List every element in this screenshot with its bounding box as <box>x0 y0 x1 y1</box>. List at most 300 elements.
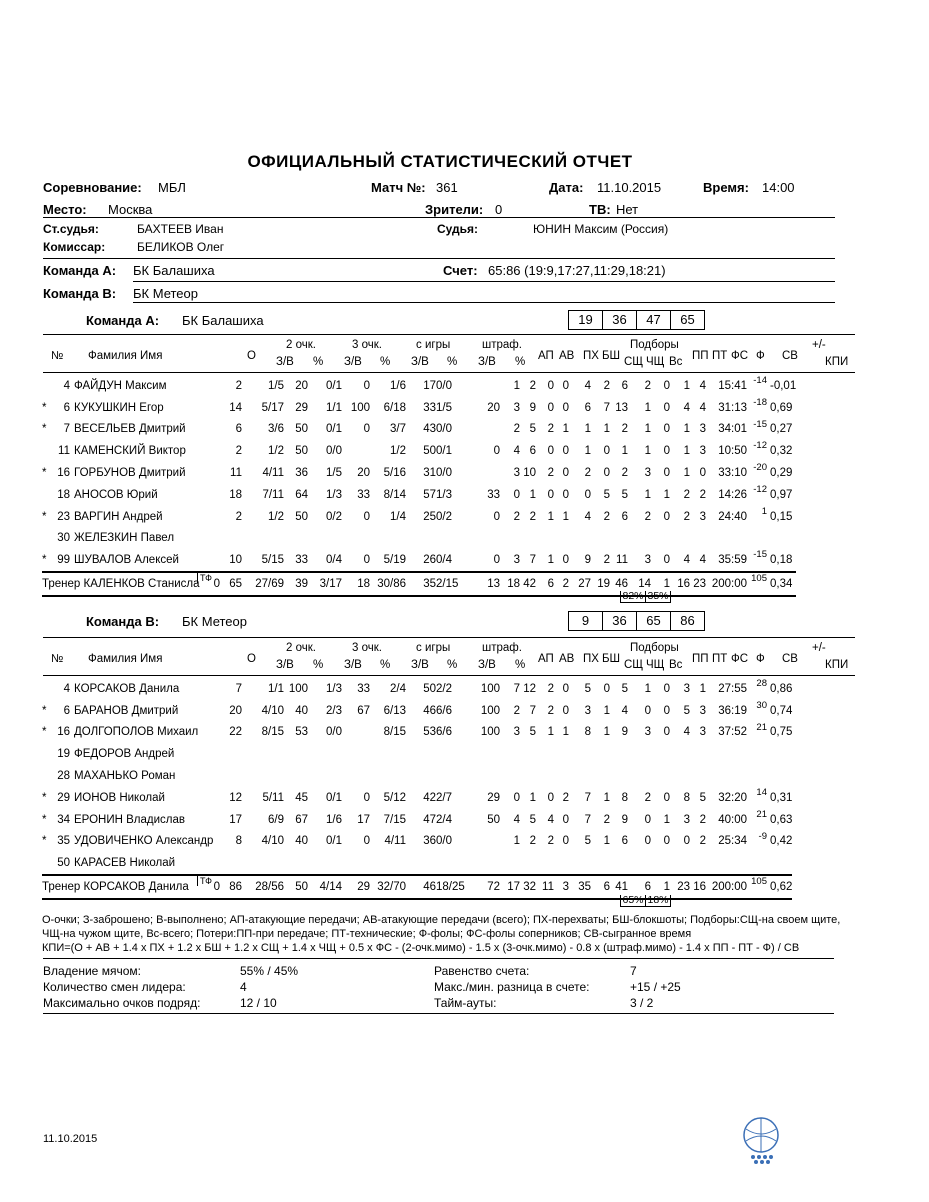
stat-cell-kpi <box>767 765 792 787</box>
total-cell-fs: 23 <box>677 881 690 894</box>
stat-cell-sshch: 2 <box>584 467 591 480</box>
stat-cell-fgp: 47 <box>423 813 436 826</box>
stat-cell-pp: 3 <box>644 726 651 739</box>
stat-cell-ft <box>436 852 466 875</box>
stat-cell-p2p: 33 <box>295 554 308 567</box>
stat-cell-p3p: 67 <box>357 704 370 717</box>
stat-cell-ft: 2/2 <box>436 682 452 695</box>
stat-cell-no: 16 <box>57 467 70 480</box>
stat-cell-p3: 1/3 <box>326 488 342 501</box>
stat-cell-sv: 34:01 <box>718 423 747 436</box>
column-header: % <box>447 659 458 671</box>
stat-cell-ap: 2 <box>513 510 520 523</box>
stat-cell-p3p: 33 <box>357 488 370 501</box>
stat-cell-fs: 4 <box>683 726 690 739</box>
stat-cell-ftp <box>466 765 500 787</box>
stat-cell-vs: 11 <box>616 554 628 567</box>
stat-cell-fgp: 50 <box>423 682 436 695</box>
stat-cell-ftp: 100 <box>480 726 500 739</box>
stat-cell-fg: 5/12 <box>383 791 406 804</box>
total-cell-vs: 41 <box>615 881 628 894</box>
stat-cell-p2p: 53 <box>295 726 308 739</box>
ties-value: 7 <box>630 964 637 978</box>
player-row <box>42 440 796 462</box>
stat-cell-vs: 6 <box>621 835 628 848</box>
stat-cell-kpi: 0,31 <box>770 791 793 804</box>
stat-cell-av <box>520 765 536 787</box>
max-run-label: Максимально очков подряд: <box>43 996 201 1010</box>
technical-foul-label: ТФ <box>197 573 212 583</box>
column-header: штраф. <box>482 642 522 654</box>
stat-cell-p3p: 33 <box>357 682 370 695</box>
stat-cell-ft: 1/3 <box>436 488 452 501</box>
stat-cell-av <box>520 743 536 765</box>
total-cell-fs: 16 <box>677 578 690 591</box>
column-header: АП <box>538 653 554 665</box>
stat-cell-vs: 6 <box>621 510 628 523</box>
stat-cell-av: 6 <box>529 445 536 458</box>
total-cell-av: 32 <box>523 881 536 894</box>
stat-cell-fs <box>670 528 690 550</box>
stat-cell-p2p: 50 <box>295 510 308 523</box>
stat-cell-av: 7 <box>529 554 536 567</box>
stat-cell-px: 2 <box>547 835 554 848</box>
stat-cell-sv <box>706 528 747 550</box>
stat-cell-pp: 1 <box>644 445 651 458</box>
team-b-info-label: Команда В: <box>43 286 117 301</box>
coach-cell <box>42 572 218 596</box>
coach-cell <box>42 875 218 899</box>
stat-cell-o: 11 <box>230 467 242 480</box>
total-cell-pt: 1 <box>663 881 670 894</box>
player-row <box>42 528 796 550</box>
stat-cell-vs: 9 <box>621 813 628 826</box>
stat-cell-ftp <box>466 852 500 875</box>
column-header: З/В <box>276 659 294 671</box>
column-header: КПИ <box>825 356 849 368</box>
total-cell-p2p: 39 <box>295 578 308 591</box>
stat-cell-bsh: 0 <box>562 554 569 567</box>
total-cell-px: 6 <box>547 578 554 591</box>
stat-cell-p2p: 45 <box>295 791 308 804</box>
stat-cell-kpi: 0,97 <box>770 488 793 501</box>
total-cell-pp: 14 <box>638 578 651 591</box>
column-header: Фамилия Имя <box>88 350 163 362</box>
stat-cell-o <box>218 852 242 875</box>
max-diff-value: +15 / +25 <box>630 980 681 994</box>
stat-cell-fs <box>670 852 690 875</box>
team-b-info-name: БК Метеор <box>133 286 198 301</box>
stat-cell-fgp: 26 <box>423 554 436 567</box>
stat-cell-bsh <box>554 528 569 550</box>
stat-cell-p2 <box>242 852 284 875</box>
stat-cell-no: 6 <box>63 401 70 414</box>
stat-cell-p2: 1/5 <box>268 379 284 392</box>
report-title: ОФИЦИАЛЬНЫЙ СТАТИСТИЧЕСКИЙ ОТЧЕТ <box>247 152 633 171</box>
stat-cell-bsh <box>554 765 569 787</box>
stat-cell-av: 12 <box>523 682 536 695</box>
stat-cell-sv: 24:40 <box>718 510 747 523</box>
stat-cell-f: 5 <box>699 791 706 804</box>
stat-cell-pm: 1 <box>761 505 767 517</box>
stat-cell-p2: 8/15 <box>261 726 284 739</box>
stat-cell-fgp <box>406 528 436 550</box>
stat-cell-fs: 4 <box>683 401 690 414</box>
coach-name: КАЛЕНКОВ Станисла <box>83 578 200 591</box>
stat-cell-vs: 2 <box>621 423 628 436</box>
total-cell-pm: 105 <box>751 573 767 585</box>
stat-cell-ftp <box>466 528 500 550</box>
stat-cell-p3p: 20 <box>357 467 370 480</box>
stat-cell-p3: 0/4 <box>326 554 342 567</box>
total-cell-o: 65 <box>229 578 242 591</box>
stat-cell-p3: 0/0 <box>326 445 342 458</box>
total-cell-chshch: 19 <box>597 578 610 591</box>
stat-cell-p3: 0/0 <box>326 726 342 739</box>
stat-cell-no: 99 <box>57 554 70 567</box>
total-cell-ftp: 13 <box>487 578 500 591</box>
stat-cell-fg: 1/4 <box>390 510 406 523</box>
total-cell-pm: 105 <box>751 876 767 888</box>
player-row <box>42 462 796 484</box>
stat-cell-p2: 7/11 <box>262 488 284 501</box>
stat-cell-kpi: 0,32 <box>770 445 793 458</box>
competition-label: Соревнование: <box>43 180 142 195</box>
total-cell-pp: 6 <box>644 881 651 894</box>
stat-cell-name: КАРАСЕВ Николай <box>74 857 176 870</box>
stat-cell-star: * <box>42 423 47 436</box>
stat-cell-p3p <box>342 440 370 462</box>
stat-cell-kpi: 0,18 <box>770 554 793 567</box>
stat-cell-no: 7 <box>63 423 70 436</box>
column-header: с игры <box>416 642 451 654</box>
stat-cell-px: 0 <box>547 401 554 414</box>
stat-cell-star <box>42 852 56 875</box>
stat-cell-kpi <box>767 852 792 875</box>
stat-cell-ft: 0/0 <box>436 467 452 480</box>
stat-cell-bsh: 0 <box>562 835 569 848</box>
stat-cell-fs: 1 <box>683 467 690 480</box>
stat-cell-chshch <box>591 528 610 550</box>
player-row <box>42 765 792 787</box>
stat-cell-sshch: 1 <box>584 423 591 436</box>
stat-cell-av <box>520 528 536 550</box>
stat-cell-star: * <box>42 510 47 523</box>
stat-cell-p3: 0/2 <box>326 510 342 523</box>
column-header: СВ <box>782 350 798 362</box>
rebound-pct: 18% <box>647 894 669 906</box>
player-row <box>42 506 796 528</box>
column-header: БШ <box>602 350 621 362</box>
stat-cell-p3p <box>342 852 370 875</box>
stat-cell-fs: 5 <box>683 704 690 717</box>
column-header: Подборы <box>630 339 679 351</box>
stat-cell-ap: 7 <box>513 682 520 695</box>
stat-cell-o: 20 <box>229 704 242 717</box>
stat-cell-px <box>536 528 554 550</box>
column-header: ПХ <box>583 350 599 362</box>
team-a-name: БК Балашиха <box>182 313 264 328</box>
stat-cell-kpi: 0,74 <box>770 704 793 717</box>
stat-cell-ap: 4 <box>513 813 520 826</box>
stat-cell-fgp: 42 <box>423 791 436 804</box>
stat-cell-p3p <box>342 722 370 744</box>
stat-cell-pp: 2 <box>644 379 651 392</box>
stat-cell-fg <box>370 743 406 765</box>
stat-cell-pp: 1 <box>644 682 651 695</box>
stat-cell-sshch: 5 <box>584 835 591 848</box>
stat-cell-chshch: 5 <box>603 488 610 501</box>
stat-cell-p2p: 100 <box>288 682 308 695</box>
stat-cell-chshch: 7 <box>603 401 610 414</box>
column-header: З/В <box>478 356 496 368</box>
rebound-pct: 82% <box>621 591 646 602</box>
stat-cell-star: * <box>42 704 47 717</box>
stat-cell-ft: 0/2 <box>436 510 452 523</box>
column-header: З/В <box>411 356 429 368</box>
stat-cell-vs: 1 <box>621 445 628 458</box>
stat-cell-star <box>42 484 56 506</box>
column-header: АВ <box>559 653 575 665</box>
technical-foul-label: ТФ <box>197 876 212 886</box>
stat-cell-sshch: 1 <box>584 445 591 458</box>
stat-cell-star <box>42 375 56 397</box>
stat-cell-star <box>42 743 56 765</box>
stat-cell-bsh <box>554 852 569 875</box>
stat-cell-p3p <box>342 528 370 550</box>
legend-line: КПИ=(О + АВ + 1.4 х ПХ + 1.2 х БШ + 1.2 х СЩ + 1.4 х ЧЩ + 0.5 х ФС - (2-очк.мимо) - 1.5 х (3-очк.мимо) - 0.8 х (штраф.мимо) - 1.4 х ПП - ПТ - Ф) / СВ <box>42 942 800 954</box>
stat-cell-p3: 1/6 <box>326 813 342 826</box>
stat-cell-p2: 5/11 <box>262 791 284 804</box>
stat-cell-p3p <box>342 743 370 765</box>
stat-cell-kpi: 0,75 <box>770 726 793 739</box>
quarter-score: 36 <box>603 612 637 630</box>
total-cell-sv: 200:00 <box>711 578 747 591</box>
column-header: ПП <box>692 653 709 665</box>
stat-cell-pp <box>628 528 651 550</box>
stat-cell-sv <box>706 765 747 787</box>
stat-cell-px: 1 <box>547 510 554 523</box>
stat-cell-pt: 0 <box>663 791 670 804</box>
total-cell-sshch: 27 <box>578 578 591 591</box>
stat-cell-name: КОРСАКОВ Данила <box>74 682 180 695</box>
stat-cell-p3: 0/1 <box>326 379 342 392</box>
column-header: Вс <box>669 356 683 368</box>
stat-cell-fg: 5/16 <box>383 467 406 480</box>
column-header: Фамилия Имя <box>88 653 163 665</box>
footer-date: 11.10.2015 <box>43 1133 98 1145</box>
stat-cell-px: 1 <box>547 726 554 739</box>
stat-cell-ap: 3 <box>513 726 520 739</box>
stat-cell-no: 19 <box>57 748 70 761</box>
player-row <box>42 700 792 722</box>
stat-cell-pm: 28 <box>756 678 767 689</box>
stat-cell-kpi: -0,01 <box>770 379 797 392</box>
stat-cell-fgp: 31 <box>423 467 436 480</box>
stat-cell-pp: 0 <box>644 835 651 848</box>
stat-cell-ap <box>500 852 520 875</box>
player-row <box>42 375 796 397</box>
stat-cell-chshch: 1 <box>603 726 610 739</box>
stat-cell-f: 3 <box>699 704 706 717</box>
stat-cell-px: 0 <box>547 791 554 804</box>
column-header: СВ <box>782 653 798 665</box>
stat-cell-no: 4 <box>63 682 70 695</box>
stat-cell-f <box>690 852 706 875</box>
stat-cell-pm <box>747 528 767 550</box>
stat-cell-fgp: 53 <box>423 726 436 739</box>
stat-cell-fs <box>670 743 690 765</box>
stat-cell-f: 4 <box>699 554 706 567</box>
team-b-stats-table <box>42 678 792 900</box>
stat-cell-bsh: 0 <box>562 488 569 501</box>
stat-cell-fg: 2/4 <box>390 682 406 695</box>
timeouts-label: Тайм-ауты: <box>434 996 497 1010</box>
column-header: З/В <box>344 356 362 368</box>
stat-cell-name: УДОВИЧЕНКО Александр <box>74 835 214 848</box>
total-cell-vs: 46 <box>615 578 628 591</box>
stat-cell-o: 12 <box>229 791 242 804</box>
stat-cell-p2: 3/6 <box>268 423 284 436</box>
stat-cell-sshch <box>569 528 591 550</box>
stat-cell-fg: 6/18 <box>383 401 406 414</box>
stat-cell-pt: 0 <box>663 401 670 414</box>
column-header: ПП <box>692 350 709 362</box>
lead-changes-label: Количество смен лидера: <box>43 980 186 994</box>
quarter-score: 86 <box>680 613 695 628</box>
stat-cell-fs: 0 <box>683 835 690 848</box>
column-header: № <box>51 350 64 362</box>
stat-cell-pt: 0 <box>663 835 670 848</box>
column-header: % <box>515 356 526 368</box>
lead-changes-value: 4 <box>240 980 247 994</box>
total-cell-fg: 30/86 <box>377 578 406 591</box>
spectators-label: Зрители: <box>425 202 484 217</box>
column-header: СЩ <box>624 356 644 368</box>
column-header: СЩ <box>624 659 644 671</box>
stat-cell-p2p: 50 <box>295 445 308 458</box>
stat-cell-sshch <box>569 743 591 765</box>
total-cell-p2: 27/69 <box>255 578 284 591</box>
total-cell-p3: 4/14 <box>319 881 342 894</box>
stat-cell-pm: -14 <box>753 375 767 386</box>
stat-cell-fg: 4/11 <box>384 835 406 848</box>
stat-cell-no: 4 <box>63 379 70 392</box>
competition-value: МБЛ <box>158 180 186 195</box>
stat-cell-p2: 5/17 <box>261 401 284 414</box>
stat-cell-star <box>42 678 56 700</box>
column-header: ПТ <box>712 653 728 665</box>
stat-cell-sshch: 4 <box>584 379 591 392</box>
stat-cell-fs: 2 <box>683 510 690 523</box>
stat-cell-kpi <box>767 743 792 765</box>
date-label: Дата: <box>549 180 584 195</box>
stat-cell-sv <box>706 852 747 875</box>
stat-cell-bsh: 0 <box>562 813 569 826</box>
technical-foul-value: 0 <box>213 578 220 591</box>
column-header: % <box>313 356 324 368</box>
stat-cell-p3: 1/5 <box>326 467 342 480</box>
stat-cell-pp: 0 <box>644 704 651 717</box>
stat-cell-fs: 8 <box>683 791 690 804</box>
stat-cell-av: 9 <box>529 401 536 414</box>
stat-cell-chshch: 2 <box>603 554 610 567</box>
stat-cell-no: 29 <box>57 791 70 804</box>
stat-cell-bsh: 1 <box>562 423 569 436</box>
stat-cell-fg <box>370 765 406 787</box>
stat-cell-ftp: 0 <box>493 554 500 567</box>
stat-cell-name: ФАЙДУН Максим <box>74 379 167 392</box>
column-header: % <box>380 659 391 671</box>
stat-cell-fg <box>370 852 406 875</box>
match-label: Матч №: <box>371 180 426 195</box>
stat-cell-ap: 2 <box>513 704 520 717</box>
stat-cell-bsh: 0 <box>562 379 569 392</box>
stat-cell-fgp: 50 <box>423 445 436 458</box>
stat-cell-fgp: 17 <box>423 379 436 392</box>
stat-cell-pt: 1 <box>663 813 670 826</box>
technical-foul-value: 0 <box>213 881 220 894</box>
stat-cell-chshch: 0 <box>603 682 610 695</box>
stat-cell-p3p: 17 <box>357 813 370 826</box>
stat-cell-o: 2 <box>235 510 242 523</box>
stat-cell-name: ГОРБУНОВ Дмитрий <box>74 467 186 480</box>
place-label: Место: <box>43 202 87 217</box>
stat-cell-chshch: 1 <box>603 423 610 436</box>
stat-cell-ap: 1 <box>513 379 520 392</box>
total-cell-chshch: 6 <box>603 881 610 894</box>
column-header: 3 очк. <box>352 339 382 351</box>
total-cell-fgp: 46 <box>423 881 436 894</box>
stat-cell-kpi: 0,27 <box>770 423 793 436</box>
stat-cell-kpi: 0,86 <box>770 682 793 695</box>
stat-cell-pm: -20 <box>753 462 767 474</box>
stat-cell-star <box>42 528 56 550</box>
stat-cell-fg: 1/2 <box>390 445 406 458</box>
column-header: ПТ <box>712 350 728 362</box>
team-b-rebound-pct <box>620 895 671 907</box>
stat-cell-f <box>690 528 706 550</box>
stat-cell-px: 2 <box>547 704 554 717</box>
spectators-value: 0 <box>495 202 503 217</box>
stat-cell-fs: 4 <box>683 554 690 567</box>
stat-cell-f: 3 <box>699 510 706 523</box>
stat-cell-ap: 3 <box>513 401 520 414</box>
total-cell-f: 16 <box>693 881 706 894</box>
column-header: ФС <box>731 350 749 362</box>
stat-cell-av: 7 <box>529 704 536 717</box>
stat-cell-no: 34 <box>57 813 70 826</box>
stat-cell-sshch: 7 <box>584 813 591 826</box>
player-row <box>42 419 796 441</box>
stat-cell-o: 2 <box>235 379 242 392</box>
stat-cell-f <box>690 743 706 765</box>
stat-cell-pm <box>747 765 767 787</box>
stat-cell-pp: 2 <box>644 510 651 523</box>
stat-cell-no: 6 <box>63 704 70 717</box>
stat-cell-ftp: 29 <box>487 791 500 804</box>
stat-cell-p2p: 20 <box>295 379 308 392</box>
stat-cell-ft: 2/4 <box>436 813 452 826</box>
total-cell-ftp: 72 <box>487 881 500 894</box>
stat-cell-vs <box>610 528 628 550</box>
stat-cell-p2 <box>242 743 284 765</box>
stat-cell-ft: 0/1 <box>436 445 452 458</box>
stat-cell-pm: -15 <box>753 549 767 561</box>
stat-cell-sshch: 0 <box>584 488 591 501</box>
column-header: 3 очк. <box>352 642 382 654</box>
total-cell-kpi: 0,62 <box>770 881 793 894</box>
